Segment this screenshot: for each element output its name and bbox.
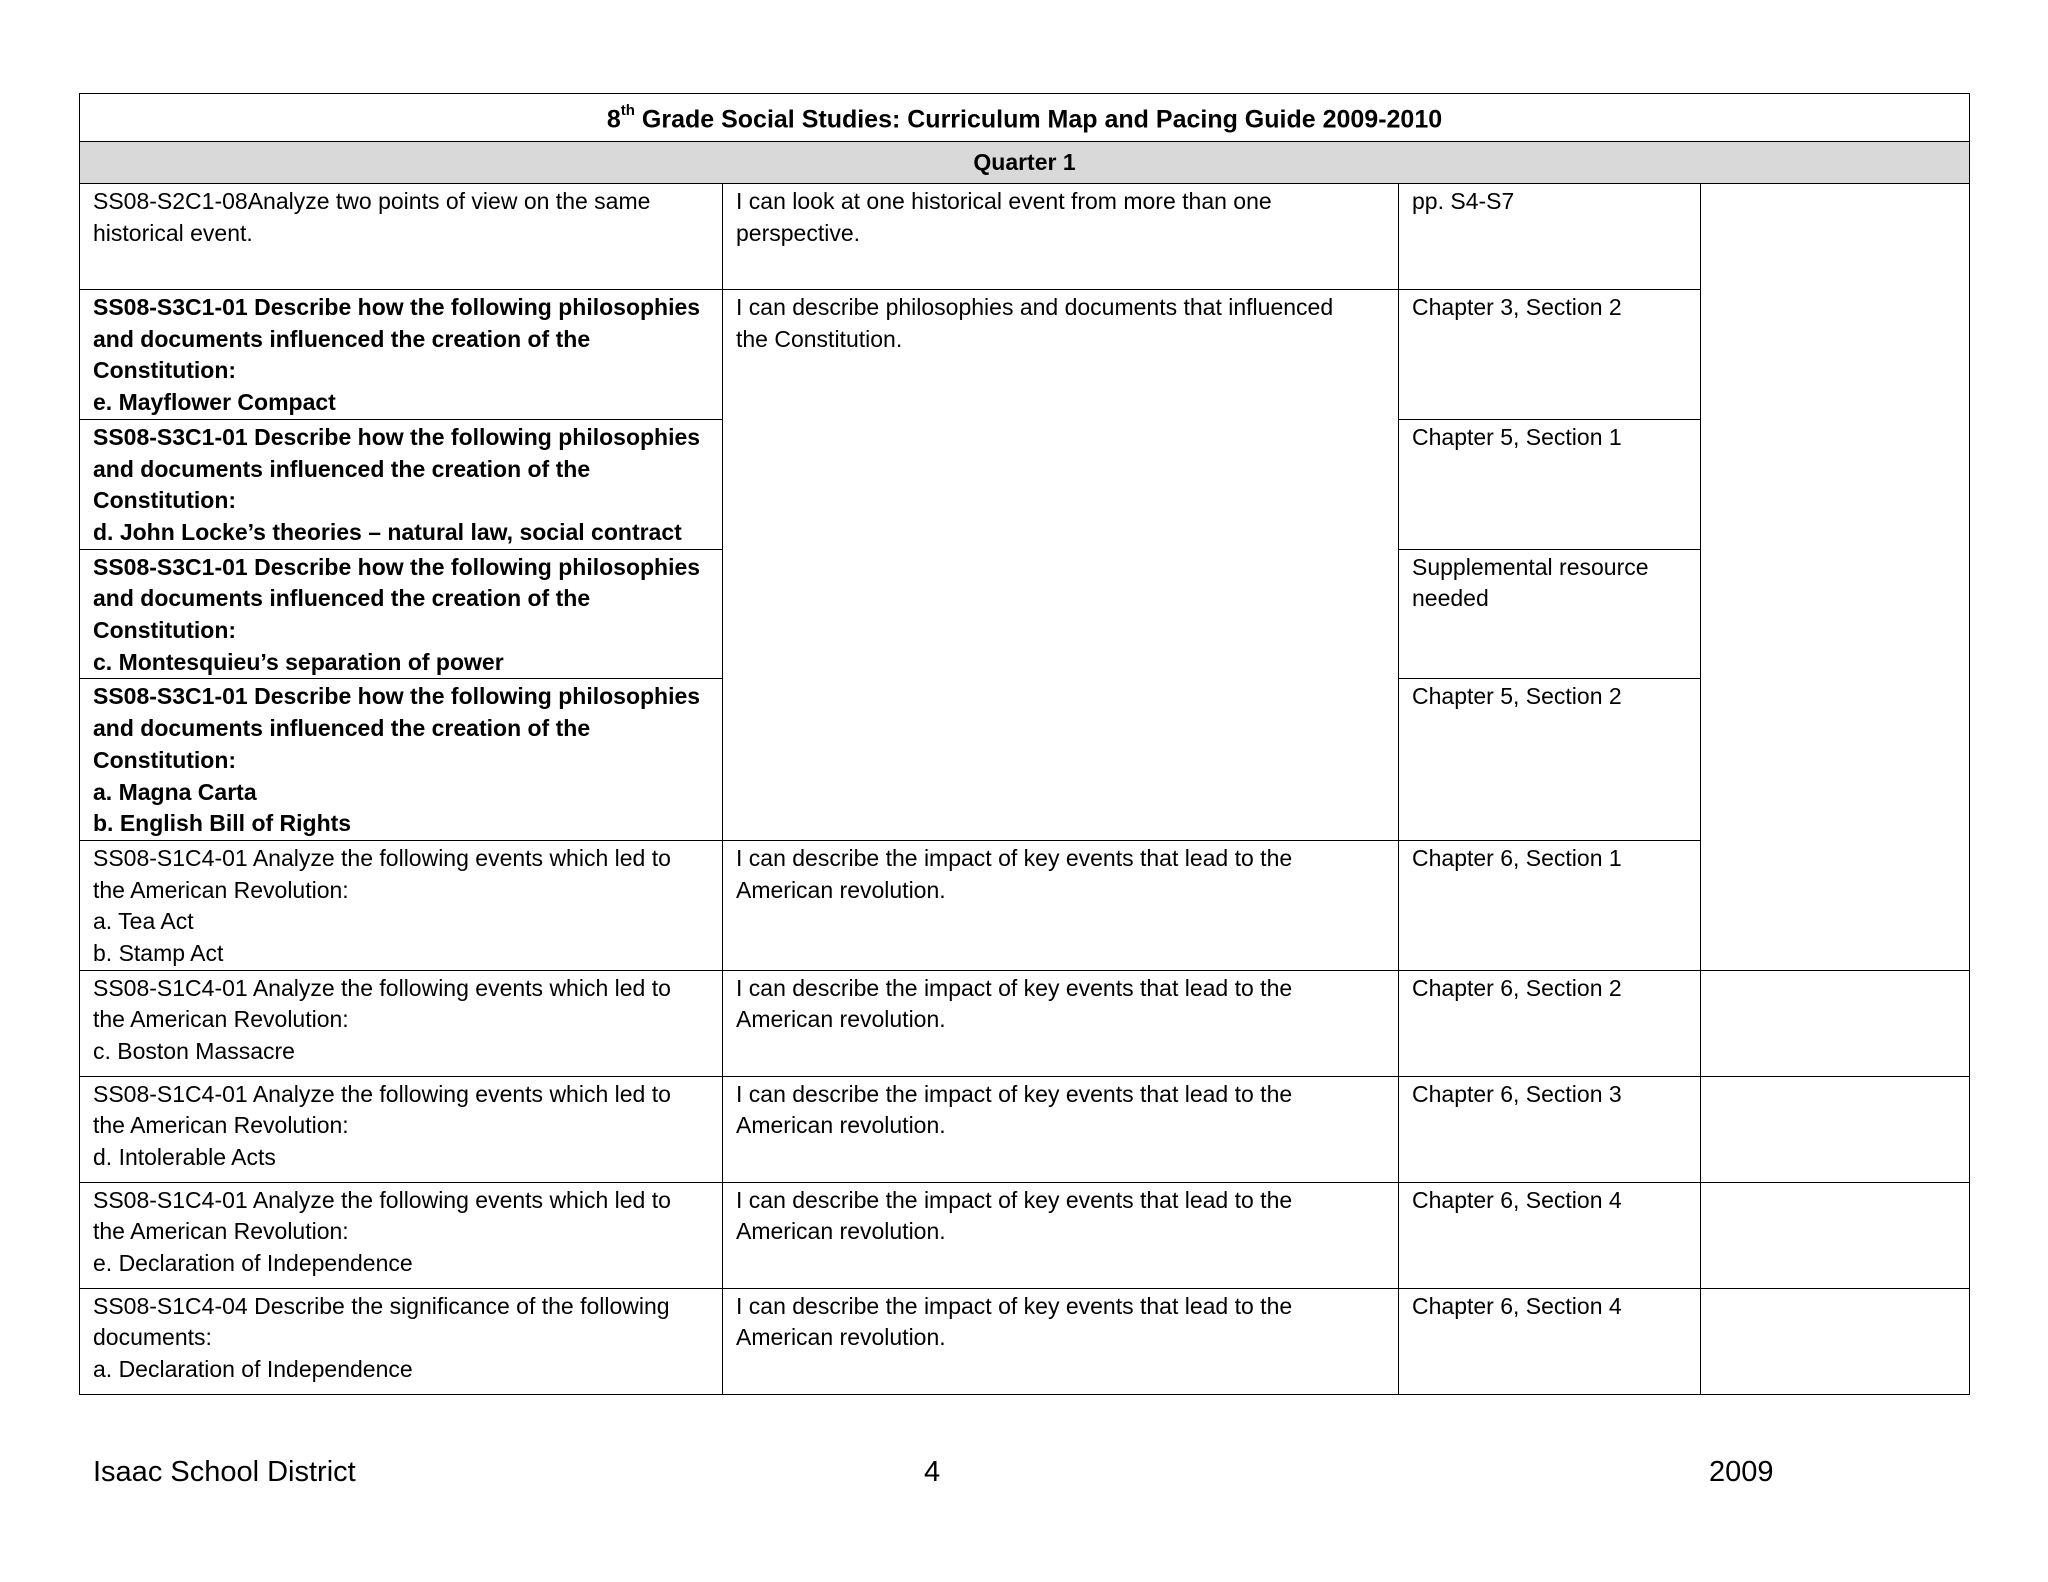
table-row: [80, 1182, 1970, 1288]
table-row: [80, 1076, 1970, 1182]
resource-cell: Chapter 3, Section 2: [1399, 290, 1701, 420]
objective-cell: I can describe the impact of key events that lead to the American revolution.: [723, 970, 1399, 1076]
objective-cell: I can describe the impact of key events that lead to the American revolution.: [723, 1288, 1399, 1394]
standard-cell: SS08-S1C4-01 Analyze the following events which led to the American Revolution: c. Boston Massacre: [80, 970, 723, 1076]
table-row: [80, 290, 1970, 420]
objective-cell: I can describe the impact of key events that lead to the American revolution.: [723, 1076, 1399, 1182]
grade-number: 8: [606, 105, 621, 134]
standard-cell: SS08-S3C1-01 Describe how the following philosophies and documents influenced the creation of the Constitution: e. Mayflower Compact: [80, 290, 723, 420]
standard-cell: SS08-S1C4-01 Analyze the following events which led to the American Revolution: d. Intolerable Acts: [80, 1076, 723, 1182]
resource-cell: Chapter 6, Section 4: [1399, 1182, 1701, 1288]
title-text: Grade Social Studies: Curriculum Map and Pacing Guide 2009-2010: [634, 105, 1443, 134]
table-row: [80, 970, 1970, 1076]
objective-cell: I can describe the impact of key events that lead to the American revolution.: [723, 840, 1399, 970]
standard-cell: SS08-S2C1-08Analyze two points of view on the same historical event.: [80, 184, 723, 290]
standard-cell: SS08-S1C4-01 Analyze the following events which led to the American Revolution: a. Tea Act b. Stamp Act: [80, 840, 723, 970]
notes-cell: [1701, 184, 1970, 971]
objective-cell: I can look at one historical event from more than one perspective.: [723, 184, 1399, 290]
resource-cell: Chapter 5, Section 2: [1399, 679, 1701, 841]
footer-year: 2009: [1709, 1456, 1774, 1488]
table-row: [80, 184, 1970, 290]
notes-cell: [1701, 1076, 1970, 1182]
standard-cell: SS08-S3C1-01 Describe how the following philosophies and documents influenced the creation of the Constitution: a. Magna Carta b. English Bill of Rights: [80, 679, 723, 841]
notes-cell: [1701, 970, 1970, 1076]
objective-cell: I can describe the impact of key events that lead to the American revolution.: [723, 1182, 1399, 1288]
curriculum-table: [79, 93, 1970, 1395]
page-title: [80, 94, 1970, 142]
quarter-label: Quarter 1: [80, 142, 1970, 184]
title-row: [80, 94, 1970, 142]
resource-cell: Chapter 6, Section 2: [1399, 970, 1701, 1076]
table-row: [80, 1288, 1970, 1394]
resource-cell: Supplemental resource needed: [1399, 549, 1701, 679]
resource-cell: Chapter 6, Section 3: [1399, 1076, 1701, 1182]
resource-cell: Chapter 6, Section 1: [1399, 840, 1701, 970]
standard-cell: SS08-S3C1-01 Describe how the following philosophies and documents influenced the creation of the Constitution: c. Montesquieu’s separation of power: [80, 549, 723, 679]
objective-cell: I can describe philosophies and documents that influenced the Constitution.: [723, 290, 1399, 841]
resource-cell: Chapter 5, Section 1: [1399, 419, 1701, 549]
footer-district: Isaac School District: [93, 1456, 356, 1488]
quarter-row: [80, 142, 1970, 184]
resource-cell: pp. S4-S7: [1399, 184, 1701, 290]
standard-cell: SS08-S1C4-01 Analyze the following events which led to the American Revolution: e. Declaration of Independence: [80, 1182, 723, 1288]
resource-cell: Chapter 6, Section 4: [1399, 1288, 1701, 1394]
notes-cell: [1701, 1288, 1970, 1394]
grade-suffix: th: [620, 102, 635, 120]
standard-cell: SS08-S3C1-01 Describe how the following philosophies and documents influenced the creation of the Constitution: d. John Locke’s theories – natural law, social contract: [80, 419, 723, 549]
table-row: [80, 840, 1970, 970]
standard-cell: SS08-S1C4-04 Describe the significance of the following documents: a. Declaration of Independence: [80, 1288, 723, 1394]
footer-page-number: 4: [924, 1456, 941, 1488]
notes-cell: [1701, 1182, 1970, 1288]
